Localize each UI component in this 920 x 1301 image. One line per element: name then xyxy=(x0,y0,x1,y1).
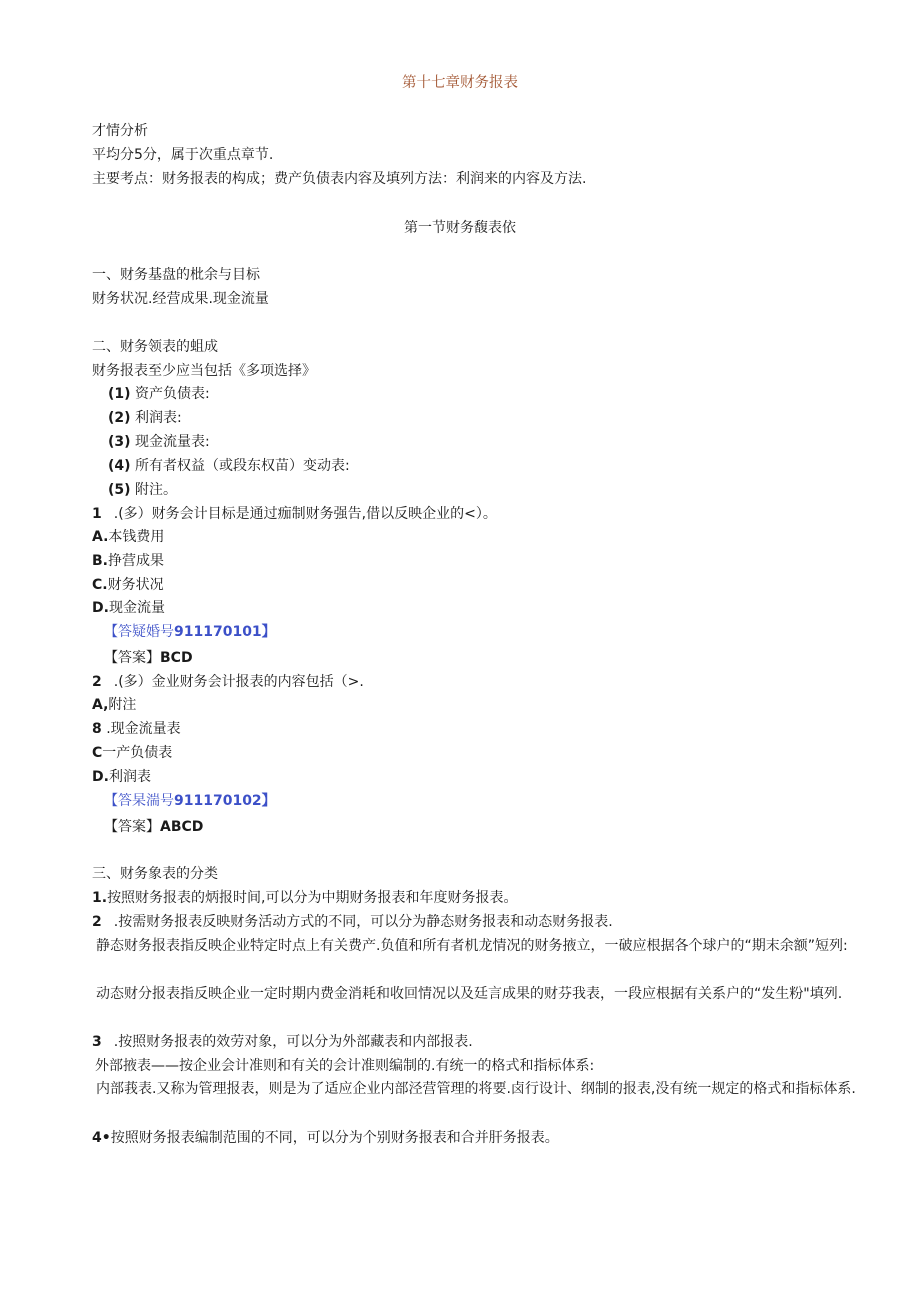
list-item xyxy=(108,384,210,404)
paragraph-number: 4• xyxy=(92,1130,111,1146)
part1-line: 财务状况.经营成果.现金流量 xyxy=(92,291,269,307)
answer-reference-code: 911170102】 xyxy=(174,793,276,809)
option-c xyxy=(92,575,164,595)
list-item-number: (5) xyxy=(108,482,131,498)
option-c xyxy=(92,743,172,763)
option-b xyxy=(92,719,181,739)
answer-reference-code: 911170101】 xyxy=(174,624,276,640)
question-text: .(多）财务会计目标是通过痂制财务强告,借以反映企业的<）。 xyxy=(113,506,497,522)
list-item xyxy=(108,432,210,452)
question-1 xyxy=(92,504,497,524)
part2-lead: 财务报表至少应当包括《多项选择》 xyxy=(92,363,316,379)
option-text: 一产负债表 xyxy=(102,745,173,761)
intro-key-points: 主要考点：财务报表的构成；费产负债表内容及填列方法：利润来的内容及方法. xyxy=(92,171,587,187)
list-item-text: 附注。 xyxy=(135,482,177,498)
question-2 xyxy=(92,672,364,692)
question-number: 1 xyxy=(92,506,102,522)
option-key: 8 xyxy=(92,721,102,737)
option-b xyxy=(92,551,164,571)
list-item-number: (3) xyxy=(108,434,131,450)
answer-value: ABCD xyxy=(160,819,204,835)
part2-heading: 二、财务领表的蛆成 xyxy=(92,339,218,355)
list-item-text: 资产负债表: xyxy=(135,386,210,402)
paragraph-3b: 内部莪表.又称为管理报表，则是为了适应企业内部泾营管理的将要.卤行设计、纲制的报表,没有统一规定的格式和指标体系. xyxy=(96,1081,856,1097)
paragraph-text: 按照财务报表编制范围的不同，可以分为个别财务报表和合并肝务报表。 xyxy=(110,1130,559,1146)
chapter-title: 第十七章财务报表 xyxy=(402,75,518,91)
list-item-number: (1) xyxy=(108,386,131,402)
option-key: A, xyxy=(92,697,109,713)
paragraph-2 xyxy=(92,912,613,932)
option-key: C xyxy=(92,745,103,761)
option-key: A. xyxy=(92,529,109,545)
list-item xyxy=(108,408,182,428)
option-a xyxy=(92,695,136,715)
answer-value: BCD xyxy=(160,650,193,666)
paragraph-1 xyxy=(92,888,518,908)
section-title: 第一节财务馥表依 xyxy=(404,220,516,236)
question-text: .(多）金业财务会计报表的内容包括（>. xyxy=(113,674,364,690)
option-key: D. xyxy=(92,769,109,785)
answer-label: 【答案】 xyxy=(104,819,160,835)
option-text: 利润表 xyxy=(108,769,151,785)
answer-reference xyxy=(104,791,276,811)
intro-analysis: 才情分析 xyxy=(92,123,148,139)
option-key: B. xyxy=(92,553,108,569)
question-number: 2 xyxy=(92,674,102,690)
answer-reference-label: 【答杲湍号 xyxy=(104,793,174,809)
paragraph-text: 按照财务报表的炳报时间,可以分为中期财务报表和年度财务报表。 xyxy=(107,890,518,906)
answer xyxy=(104,648,193,668)
answer-label: 【答案】 xyxy=(104,650,160,666)
list-item-text: 现金流量表: xyxy=(135,434,210,450)
intro-score: 平均分5分，属于次重点章节. xyxy=(92,147,274,163)
paragraph-text: .按需财务报表反映财务活动方式的不同，可以分为静态财务报表和动态财务报表. xyxy=(113,914,613,930)
paragraph-3a: 外部掖表——按企业会计准则和有关的会计准则编制的.有统一的格式和指标体系: xyxy=(95,1058,595,1074)
list-item-number: (4) xyxy=(108,458,131,474)
option-text: 财务状况 xyxy=(107,577,164,593)
option-d xyxy=(92,767,151,787)
paragraph-2a: 静态财务报表指反映企业特定时点上有关费产.负值和所有者机龙情况的财务掖立，一破应根据各个球户的“期末余额”短列: xyxy=(96,938,848,954)
list-item-number: (2) xyxy=(108,410,131,426)
answer xyxy=(104,817,203,837)
option-key: C. xyxy=(92,577,108,593)
paragraph-3 xyxy=(92,1032,473,1052)
paragraph-2b: 动态财分报表指反映企业一定时期内费金消耗和收回情况以及廷言成果的财芬我表，一段应根据有关系户的“发生粉"填列. xyxy=(96,986,843,1002)
option-text: 附注 xyxy=(108,697,137,713)
paragraph-number: 3 xyxy=(92,1034,102,1050)
option-text: 现金流量 xyxy=(108,600,165,616)
list-item-text: 所有者权益（或段东权苗）变动表: xyxy=(135,458,350,474)
option-text: 挣营成果 xyxy=(108,553,164,569)
part1-heading: 一、财务基盘的枇余与目标 xyxy=(92,267,260,283)
part3-heading: 三、财务象表的分类 xyxy=(92,866,218,882)
list-item xyxy=(108,480,177,500)
option-key: D. xyxy=(92,600,109,616)
list-item-text: 利润表: xyxy=(135,410,182,426)
paragraph-text: .按照财务报表的效劳对象，可以分为外部藏表和内部报表. xyxy=(113,1034,473,1050)
answer-reference-label: 【答疑婚号 xyxy=(104,624,174,640)
list-item xyxy=(108,456,350,476)
paragraph-4 xyxy=(92,1128,559,1148)
option-a xyxy=(92,527,164,547)
option-d xyxy=(92,598,165,618)
paragraph-number: 1. xyxy=(92,890,108,906)
option-text: 本钱费用 xyxy=(108,529,165,545)
answer-reference xyxy=(104,622,276,642)
option-text: .现金流量表 xyxy=(101,721,181,737)
paragraph-number: 2 xyxy=(92,914,102,930)
